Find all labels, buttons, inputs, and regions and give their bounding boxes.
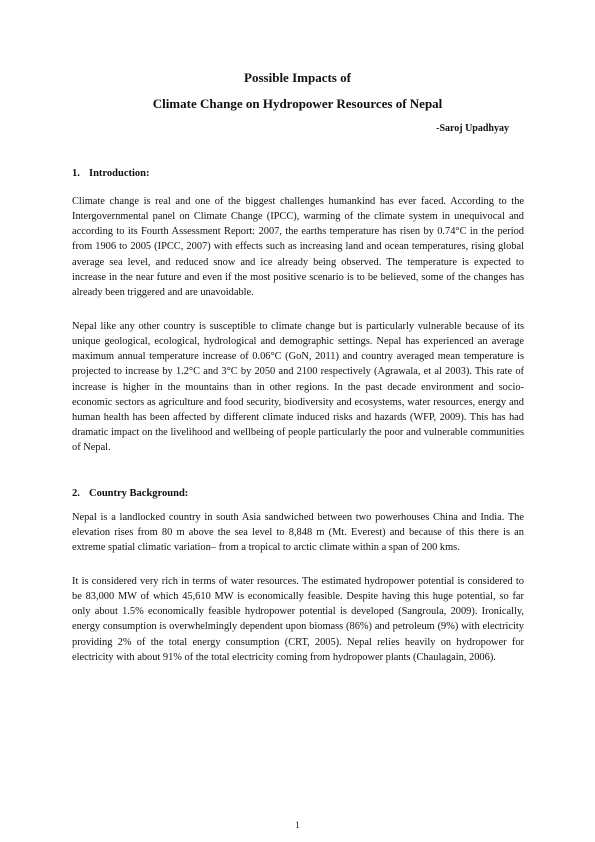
section-heading-country-background	[72, 487, 188, 501]
section-title: Introduction:	[89, 168, 150, 179]
paragraph-country-background-2: It is considered very rich in terms of water resources. The estimated hydropower potential is considered to be 83,000 MW of which 45,610 MW is economically feasible. Despite having this huge potential, so far only about 1.5% economically feasible hydropower potential is developed (Sangroula, 2009). Ironically, energy consumption is overwhelmingly dependent upon biomass (86%) and petroleum (9%) with electricity providing 2% of the total energy consumption (CRT, 2005). Nepal relies heavily on hydropower for electricity with about 91% of the total electricity coming from hydropower plants (Chaulagain, 2006).	[72, 576, 524, 663]
author-byline: -Saroj Upadhyay	[436, 123, 509, 134]
document-title-line-2: Climate Change on Hydropower Resources of Nepal	[152, 96, 443, 111]
paragraph-introduction-1: Climate change is real and one of the biggest challenges humankind has ever faced. According to the Intergovernmental panel on Climate Change (IPCC), warming of the climate system in unequivocal and according to its Fourth Assessment Report: 2007, the earths temperature has risen by 0.74°C in the period from 1906 to 2005 (IPCC, 2007) with effects such as increasing land and ocean temperatures, rising global average sea level, and reduced snow and ice already being observed. The temperature is expected to increase in the near future and even if the most positive scenario is to be believed, some of the changes has already been triggered and are unavoidable.	[72, 196, 524, 298]
paragraph-introduction-2: Nepal like any other country is susceptible to climate change but is particularly vulnerable because of its unique geological, ecological, hydrological and demographic settings. Nepal has experienced an average maximum annual temperature increase of 0.06°C (GoN, 2011) and country averaged mean temperature is projected to increase by 1.2°C and 3°C by 2050 and 2100 respectively (Agrawala, et al 2003). This rate of increase is higher in the mountains than in other regions. In the past decade environment and socio-economic sectors as agriculture and food security, biodiversity and ecosystems, water resources, energy and human health has been affected by different climate induced risks and hazards (WFP, 2009). This has had dramatic impact on the livelihood and wellbeing of people particularly the poor and vulnerable communities of Nepal.	[72, 321, 524, 454]
document-title-line-1: Possible Impacts of	[244, 70, 351, 85]
section-number: 1.	[72, 168, 80, 179]
section-title: Country Background:	[89, 488, 189, 499]
page-number: 1	[295, 820, 300, 830]
section-heading-introduction	[72, 167, 149, 181]
paragraph-country-background-1: Nepal is a landlocked country in south Asia sandwiched between two powerhouses China and India. The elevation rises from 80 m above the sea level to 8,848 m (Mt. Everest) and because of this there is an extreme spatial climatic variation– from a tropical to arctic climate within a span of 200 kms.	[72, 512, 524, 554]
section-number: 2.	[72, 488, 80, 499]
